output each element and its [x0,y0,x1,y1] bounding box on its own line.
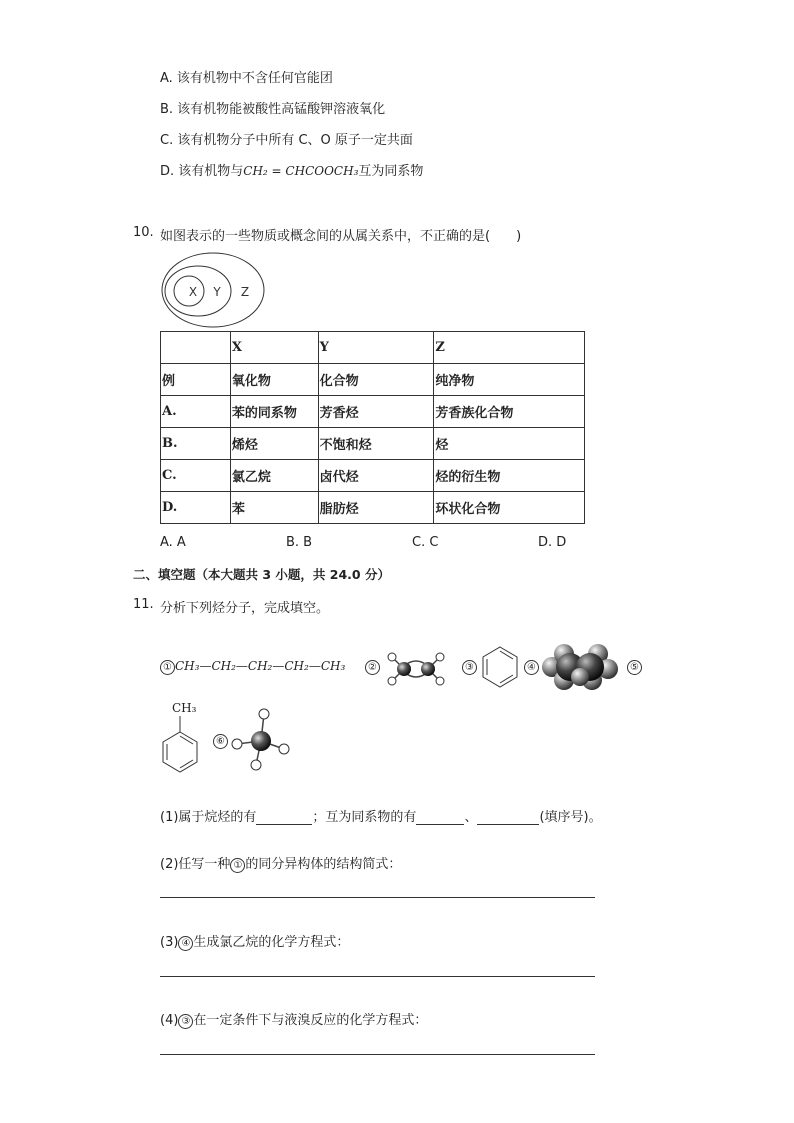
molecule-1-formula: CH₃—CH₂—CH₂—CH₂—CH₃ [175,659,346,673]
q11-sub3-circle: ④ [178,936,193,951]
molecule-6-label: ⑥ [213,734,228,749]
q9-option-d-formula: CH₂ = CHCOOCH₃ [243,164,359,178]
ethane-space-filling-icon [540,642,620,692]
q11-sub4-text-a: (4) [160,1013,179,1028]
q10-number: 10. [133,225,154,240]
table-row [161,364,585,396]
answer-blank-homolog-2[interactable] [477,824,539,825]
table-cell: 氧化物 [230,364,318,396]
molecule-1 [160,659,345,675]
q11-stem: 分析下列烃分子，完成填空。 [160,601,330,616]
answer-blank-alkanes[interactable] [256,824,312,825]
q11-sub2-text-b: 的同分异构体的结构简式： [245,857,402,872]
molecule-1-label: ① [160,660,175,675]
benzene-ring-icon [480,645,520,689]
relation-table [160,331,585,524]
table-cell: 苯 [230,492,318,524]
q10-choice-c: C. C [412,535,439,550]
q9-option-d-prefix: D. 该有机物与 [160,164,244,179]
answer-blank-homolog-1[interactable] [416,824,464,825]
q11-sub1-text-a: (1)属于烷烃的有 [160,810,257,825]
table-cell: 化合物 [318,364,434,396]
q11-sub1 [160,806,602,825]
q9-option-d-suffix: 互为同系物 [358,164,424,179]
venn-diagram [160,250,268,330]
molecule-2-label: ② [365,660,380,675]
answer-line-sub3[interactable] [160,976,595,977]
q11-sub3-text-a: (3) [160,935,179,950]
q10-choice-a: A. A [160,535,186,550]
q11-sub4 [160,1009,427,1029]
q11-sub2-circle: ① [230,858,245,873]
table-cell: 例 [161,364,231,396]
table-cell: 环状化合物 [434,492,585,524]
q11-sub2 [160,853,401,873]
table-row [161,492,585,524]
table-cell: 脂肪烃 [318,492,434,524]
table-row [161,428,585,460]
venn-x-label: X [188,285,198,299]
q10-stem: 如图表示的一些物质或概念间的从属关系中，不正确的是( ) [160,229,522,244]
table-cell: D. [161,492,231,524]
q11-sub1-text-c: 、 [464,810,478,825]
table-cell: 卤代烃 [318,460,434,492]
toluene-ch3-label: CH₃ [172,701,197,715]
q11-sub3 [160,931,349,951]
table-row [161,460,585,492]
q9-option-d [160,160,423,179]
table-cell: C. [161,460,231,492]
methane-model-icon [228,707,292,773]
table-cell: 纯净物 [434,364,585,396]
table-cell [161,332,231,364]
table-cell: 烃 [434,428,585,460]
q9-option-b: B. 该有机物能被酸性高锰酸钾溶液氧化 [160,102,386,117]
table-cell: X [230,332,318,364]
q9-option-a: A. 该有机物中不含任何官能团 [160,71,333,86]
q11-sub3-text-b: 生成氯乙烷的化学方程式： [193,935,350,950]
table-cell: 不饱和烃 [318,428,434,460]
table-row [161,396,585,428]
venn-z-label: Z [240,285,250,299]
table-cell: Y [318,332,434,364]
molecule-3-label: ③ [462,660,477,675]
table-cell: B. [161,428,231,460]
table-cell: 芳香族化合物 [434,396,585,428]
q10-choice-d: D. D [538,535,567,550]
q11-sub1-text-d: (填序号)。 [539,810,602,825]
venn-middle-ellipse [165,266,231,316]
table-cell: 芳香烃 [318,396,434,428]
table-cell: 烃的衍生物 [434,460,585,492]
table-header-row [161,332,585,364]
table-cell: Z [434,332,585,364]
venn-y-label: Y [213,285,221,299]
table-cell: 氯乙烷 [230,460,318,492]
table-cell: 烯烃 [230,428,318,460]
answer-line-sub4[interactable] [160,1054,595,1055]
molecule-4-label: ④ [524,660,539,675]
q11-number: 11. [133,597,154,612]
q11-sub2-text-a: (2)任写一种 [160,857,231,872]
q9-option-c: C. 该有机物分子中所有 C、O 原子一定共面 [160,133,413,148]
toluene-ring-icon [160,716,200,778]
q11-sub1-text-b: ；互为同系物的有 [312,810,417,825]
molecule-5-label: ⑤ [627,660,642,675]
table-cell: 苯的同系物 [230,396,318,428]
q10-choice-b: B. B [286,535,313,550]
ethylene-model-icon [384,651,448,687]
section-title: 二、填空题（本大题共 3 小题，共 24.0 分） [133,567,390,582]
answer-line-sub2[interactable] [160,897,595,898]
q11-sub4-text-b: 在一定条件下与液溴反应的化学方程式： [193,1013,428,1028]
q11-sub4-circle: ③ [178,1014,193,1029]
table-cell: A. [161,396,231,428]
